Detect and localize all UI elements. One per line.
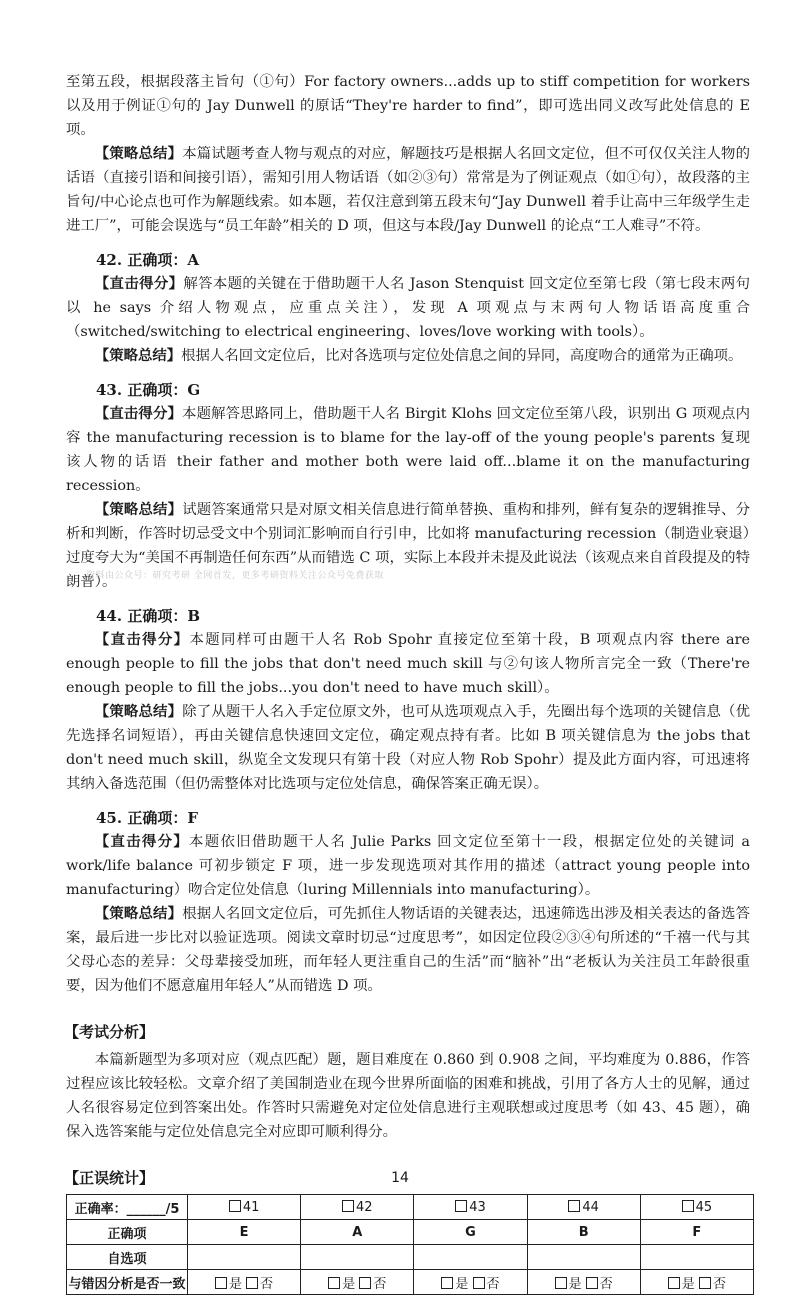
direct-tag: 【直击得分】	[94, 405, 183, 422]
stats-heading: 【正误统计】	[64, 1169, 155, 1187]
stats-row-match	[67, 1270, 754, 1295]
checkbox-icon[interactable]	[328, 1277, 340, 1289]
self-answer-45[interactable]	[640, 1245, 753, 1270]
question-44-heading: 44. 正确项：B	[96, 607, 200, 625]
question-42-strategy	[66, 344, 750, 368]
direct-tag: 【直击得分】	[94, 833, 190, 850]
self-answer-43[interactable]	[414, 1245, 527, 1270]
checkbox-icon[interactable]	[473, 1277, 485, 1289]
strategy-tag: 【策略总结】	[94, 347, 182, 364]
question-checkbox-43[interactable]: 43	[414, 1195, 527, 1220]
question-45-strategy	[66, 902, 750, 998]
stats-table	[66, 1194, 754, 1295]
match-42[interactable]: 是 否	[301, 1270, 414, 1295]
question-45-direct	[66, 830, 750, 902]
strategy-text: 除了从题干人名入手定位原文外，也可从选项观点入手，先圈出每个选项的关键信息（优先选择名词短语），再由关键信息快速回文定位，确定观点持有者。比如 B 项关键信息为 the jobs that don't need much skill，纵览全文发现只有第十段（对应人物 Rob Spohr）提及此方面内容，可迅速将其纳入备选范围（但仍需整体对比选项与定位处信息，确保答案正确无误）。	[66, 704, 750, 792]
question-44-strategy	[66, 700, 750, 796]
checkbox-icon[interactable]	[441, 1277, 453, 1289]
checkbox-icon[interactable]	[568, 1200, 580, 1212]
strategy-tag: 【策略总结】	[94, 703, 183, 720]
checkbox-icon[interactable]	[455, 1200, 467, 1212]
self-answer-42[interactable]	[301, 1245, 414, 1270]
accuracy-label: 正确率：______/5	[67, 1195, 188, 1220]
checkbox-icon[interactable]	[229, 1200, 241, 1212]
checkbox-icon[interactable]	[246, 1277, 258, 1289]
self-answer-41[interactable]	[188, 1245, 301, 1270]
self-answer-44[interactable]	[527, 1245, 640, 1270]
direct-tag: 【直击得分】	[94, 631, 190, 648]
stats-row-accuracy	[67, 1195, 754, 1220]
paragraph-intro: 至第五段，根据段落主旨句（①句）For factory owners...adds up to stiff competition for workers 以及用于例证①句的 Jay Dunwell 的原话“They're harder to find”，即可选出同义改写此处信息的 E 项。	[66, 74, 750, 138]
strategy-tag: 【策略总结】	[94, 501, 183, 518]
stats-row-self	[67, 1245, 754, 1270]
direct-tag: 【直击得分】	[94, 275, 184, 292]
strategy-text: 本篇试题考查人物与观点的对应，解题技巧是根据人名回文定位，但不可仅仅关注人物的话语（直接引语和间接引语），需知引用人物话语（如②③句）常常是为了例证观点（如①句），故段落的主旨句/中心论点也可作为解题线索。如本题，若仅注意到第五段末句“Jay Dunwell 着手让高中三年级学生走进工厂”，可能会误选与“员工年龄”相关的 D 项，但这与本段/Jay Dunwell 的论点“工人难寻”不符。	[66, 146, 750, 234]
question-checkbox-42[interactable]: 42	[301, 1195, 414, 1220]
answer-41: E	[188, 1220, 301, 1245]
page-number: 14	[391, 1170, 409, 1186]
row-label-correct: 正确项	[67, 1220, 188, 1245]
checkbox-icon[interactable]	[555, 1277, 567, 1289]
match-43[interactable]: 是 否	[414, 1270, 527, 1295]
question-checkbox-45[interactable]: 45	[640, 1195, 753, 1220]
direct-text: 本题依旧借助题干人名 Julie Parks 回文定位至第十一段，根据定位处的关键词 a work/life balance 可初步锁定 F 项，进一步发现选项对其作用的描述（attract young people into manufacturing）吻合定位处信息（luring Millennials into manufacturing）。	[66, 834, 750, 898]
page-content	[66, 70, 750, 1295]
direct-text: 本题同样可由题干人名 Rob Spohr 直接定位至第十段，B 项观点内容 there are enough people to fill the jobs that don't need much skill 与②句该人物所言完全一致（There're enough people to fill the jobs...you don't need to have much skill）。	[66, 632, 750, 696]
match-44[interactable]: 是 否	[527, 1270, 640, 1295]
checkbox-icon[interactable]	[699, 1277, 711, 1289]
checkbox-icon[interactable]	[342, 1200, 354, 1212]
question-42-direct	[66, 272, 750, 344]
strategy-text: 试题答案通常只是对原文相关信息进行简单替换、重构和排列，鲜有复杂的逻辑推导、分析和判断，作答时切忌受文中个别词汇影响而自行引申，比如将 manufacturing recession（制造业衰退）过度夸大为“美国不再制造任何东西”从而错选 C 项，实际上本段并未提及此说法（该观点来自首段提及的特朗普）。	[66, 502, 750, 590]
match-45[interactable]: 是 否	[640, 1270, 753, 1295]
stats-row-correct	[67, 1220, 754, 1245]
match-41[interactable]: 是 否	[188, 1270, 301, 1295]
row-label-match: 与错因分析是否一致	[67, 1270, 188, 1295]
question-45-heading: 45. 正确项：F	[96, 809, 198, 827]
direct-text: 本题解答思路同上，借助题干人名 Birgit Klohs 回文定位至第八段，识别出 G 项观点内容 the manufacturing recession is to blame for the lay-off of the young people's parents 复现该人物的话语 their father and mother both were laid off...blame it on the manufacturing recession。	[66, 406, 750, 494]
strategy-tag: 【策略总结】	[94, 905, 183, 922]
question-43-direct	[66, 402, 750, 498]
checkbox-icon[interactable]	[586, 1277, 598, 1289]
checkbox-icon[interactable]	[215, 1277, 227, 1289]
strategy-text: 根据人名回文定位后，可先抓住人物话语的关键表达，迅速筛选出涉及相关表达的备选答案，最后进一步比对以验证选项。阅读文章时切忌“过度思考”，如因定位段②③④句所述的“千禧一代与其父母心态的差异：父母辈接受加班，而年轻人更注重自己的生活”而“脑补”出“老板认为关注员工年龄很重要，因为他们不愿意雇用年轻人”从而错选 D 项。	[66, 906, 750, 994]
direct-text: 解答本题的关键在于借助题干人名 Jason Stenquist 回文定位至第七段（第七段末两句以 he says 介绍人物观点，应重点关注），发现 A 项观点与末两句人物话语高度重合（switched/switching to electrical engineering、loves/love working with tools）。	[66, 276, 750, 340]
question-checkbox-41[interactable]: 41	[188, 1195, 301, 1220]
analysis-text: 本篇新题型为多项对应（观点匹配）题，题目难度在 0.860 到 0.908 之间，平均难度为 0.886，作答过程应该比较轻松。文章介绍了美国制造业在现今世界所面临的困难和挑战，引用了各方人士的见解，通过人名很容易定位到答案出处。作答时只需避免对定位处信息进行主观联想或过度思考（如 43、45 题），确保入选答案能与定位处信息完全对应即可顺利得分。	[66, 1052, 750, 1140]
analysis-heading: 【考试分析】	[64, 1023, 155, 1041]
answer-44: B	[527, 1220, 640, 1245]
answer-45: F	[640, 1220, 753, 1245]
checkbox-icon[interactable]	[359, 1277, 371, 1289]
question-checkbox-44[interactable]: 44	[527, 1195, 640, 1220]
watermark: 资料由公众号：研究考研 全网首发，更多考研资料关注公众号免费获取	[86, 571, 384, 581]
question-43-heading: 43. 正确项：G	[96, 381, 201, 399]
question-44-direct	[66, 628, 750, 700]
strategy-tag: 【策略总结】	[94, 145, 183, 162]
checkbox-icon[interactable]	[682, 1200, 694, 1212]
answer-42: A	[301, 1220, 414, 1245]
row-label-self: 自选项	[67, 1245, 188, 1270]
answer-43: G	[414, 1220, 527, 1245]
paragraph-strategy-0	[66, 142, 750, 238]
question-42-heading: 42. 正确项：A	[96, 251, 199, 269]
checkbox-icon[interactable]	[668, 1277, 680, 1289]
strategy-text: 根据人名回文定位后，比对各选项与定位处信息之间的异同，高度吻合的通常为正确项。	[181, 348, 743, 364]
